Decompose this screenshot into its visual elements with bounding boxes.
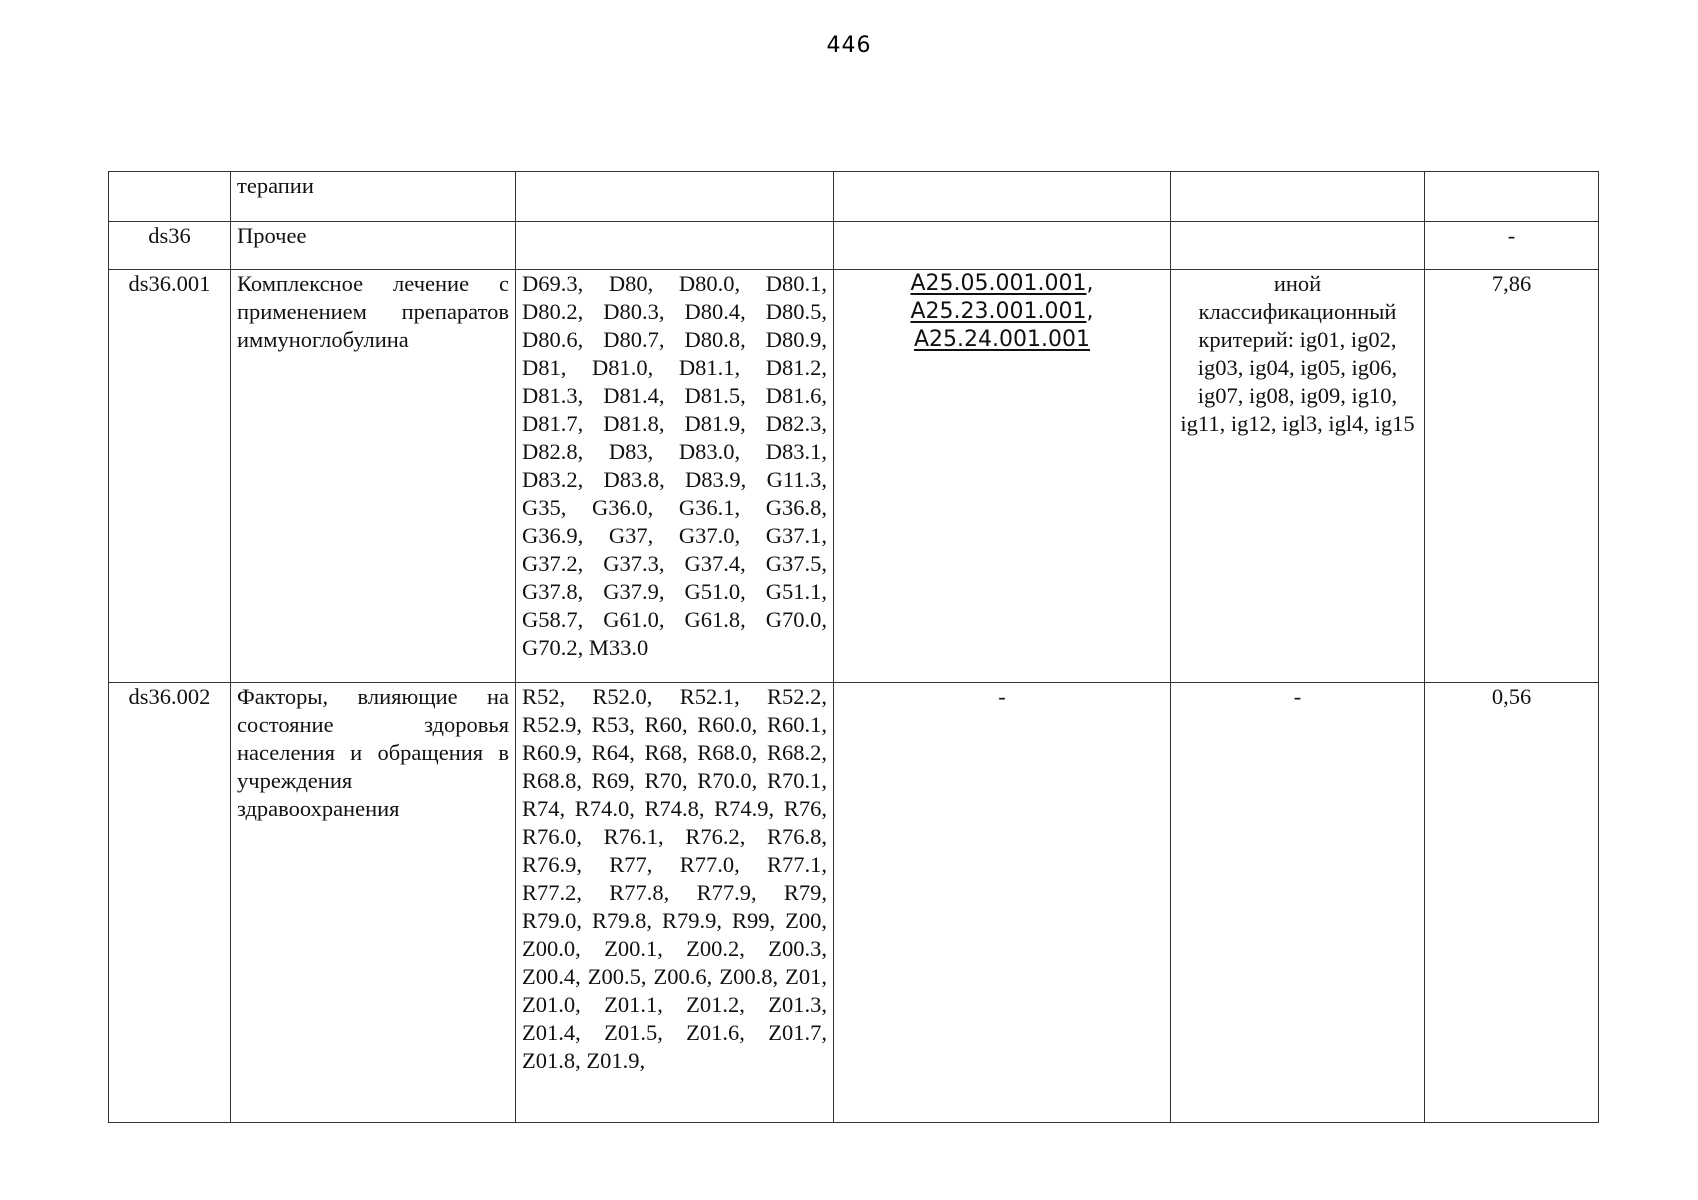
kcg-name-cell: Комплексное лечение с применением препаратов иммуноглобулина (231, 270, 516, 683)
table-row (109, 683, 1599, 1123)
diagnosis-codes-cell (516, 172, 834, 222)
kcg-name-cell: Факторы, влияющие на состояние здоровья населения и обращения в учреждения здравоохранения (231, 683, 516, 1123)
service-code-link[interactable]: A25.05.001.001 (910, 271, 1087, 296)
kcg-code-cell: ds36.001 (109, 270, 231, 683)
coefficient-cell: 7,86 (1425, 270, 1599, 683)
coefficient-cell (1425, 172, 1599, 222)
service-codes-cell (834, 172, 1171, 222)
diagnosis-codes-cell (516, 222, 834, 270)
page-number: 446 (826, 33, 872, 58)
coefficient-cell: - (1425, 222, 1599, 270)
service-codes-cell: A25.05.001.001, A25.23.001.001, A25.24.001.001 (834, 270, 1171, 683)
diagnosis-codes-cell: D69.3, D80, D80.0, D80.1, D80.2, D80.3, D80.4, D80.5, D80.6, D80.7, D80.8, D80.9, D81, D81.0, D81.1, D81.2, D81.3, D81.4, D81.5, D81.6, D81.7, D81.8, D81.9, D82.3, D82.8, D83, D83.0, D83.1, D83.2, D83.8, D83.9, G11.3, G35, G36.0, G36.1, G36.8, G36.9, G37, G37.0, G37.1, G37.2, G37.3, G37.4, G37.5, G37.8, G37.9, G51.0, G51.1, G58.7, G61.0, G61.8, G70.0, G70.2, M33.0 (516, 270, 834, 683)
table-row (109, 222, 1599, 270)
kcg-name-cell: Прочее (231, 222, 516, 270)
kcg-code-cell: ds36.002 (109, 683, 231, 1123)
service-code-link[interactable]: A25.24.001.001 (914, 327, 1090, 352)
kcg-code-cell (109, 172, 231, 222)
coefficient-cell: 0,56 (1425, 683, 1599, 1123)
tariff-table (108, 171, 1599, 1123)
service-codes-cell (834, 222, 1171, 270)
table-row (109, 270, 1599, 683)
kcg-code-cell: ds36 (109, 222, 231, 270)
diagnosis-codes-cell: R52, R52.0, R52.1, R52.2, R52.9, R53, R60, R60.0, R60.1, R60.9, R64, R68, R68.0, R68.2, R68.8, R69, R70, R70.0, R70.1, R74, R74.0, R74.8, R74.9, R76, R76.0, R76.1, R76.2, R76.8, R76.9, R77, R77.0, R77.1, R77.2, R77.8, R77.9, R79, R79.0, R79.8, R79.9, R99, Z00, Z00.0, Z00.1, Z00.2, Z00.3, Z00.4, Z00.5, Z00.6, Z00.8, Z01, Z01.0, Z01.1, Z01.2, Z01.3, Z01.4, Z01.5, Z01.6, Z01.7, Z01.8, Z01.9, (516, 683, 834, 1123)
service-code-link[interactable]: A25.23.001.001 (910, 299, 1087, 324)
service-codes-cell: - (834, 683, 1171, 1123)
criteria-cell (1171, 222, 1425, 270)
criteria-cell: иной классификационный критерий: ig01, ig02, ig03, ig04, ig05, ig06, ig07, ig08, ig09, ig10, ig11, ig12, igl3, igl4, ig15 (1171, 270, 1425, 683)
criteria-cell: - (1171, 683, 1425, 1123)
table-row (109, 172, 1599, 222)
kcg-name-cell: терапии (231, 172, 516, 222)
criteria-cell (1171, 172, 1425, 222)
